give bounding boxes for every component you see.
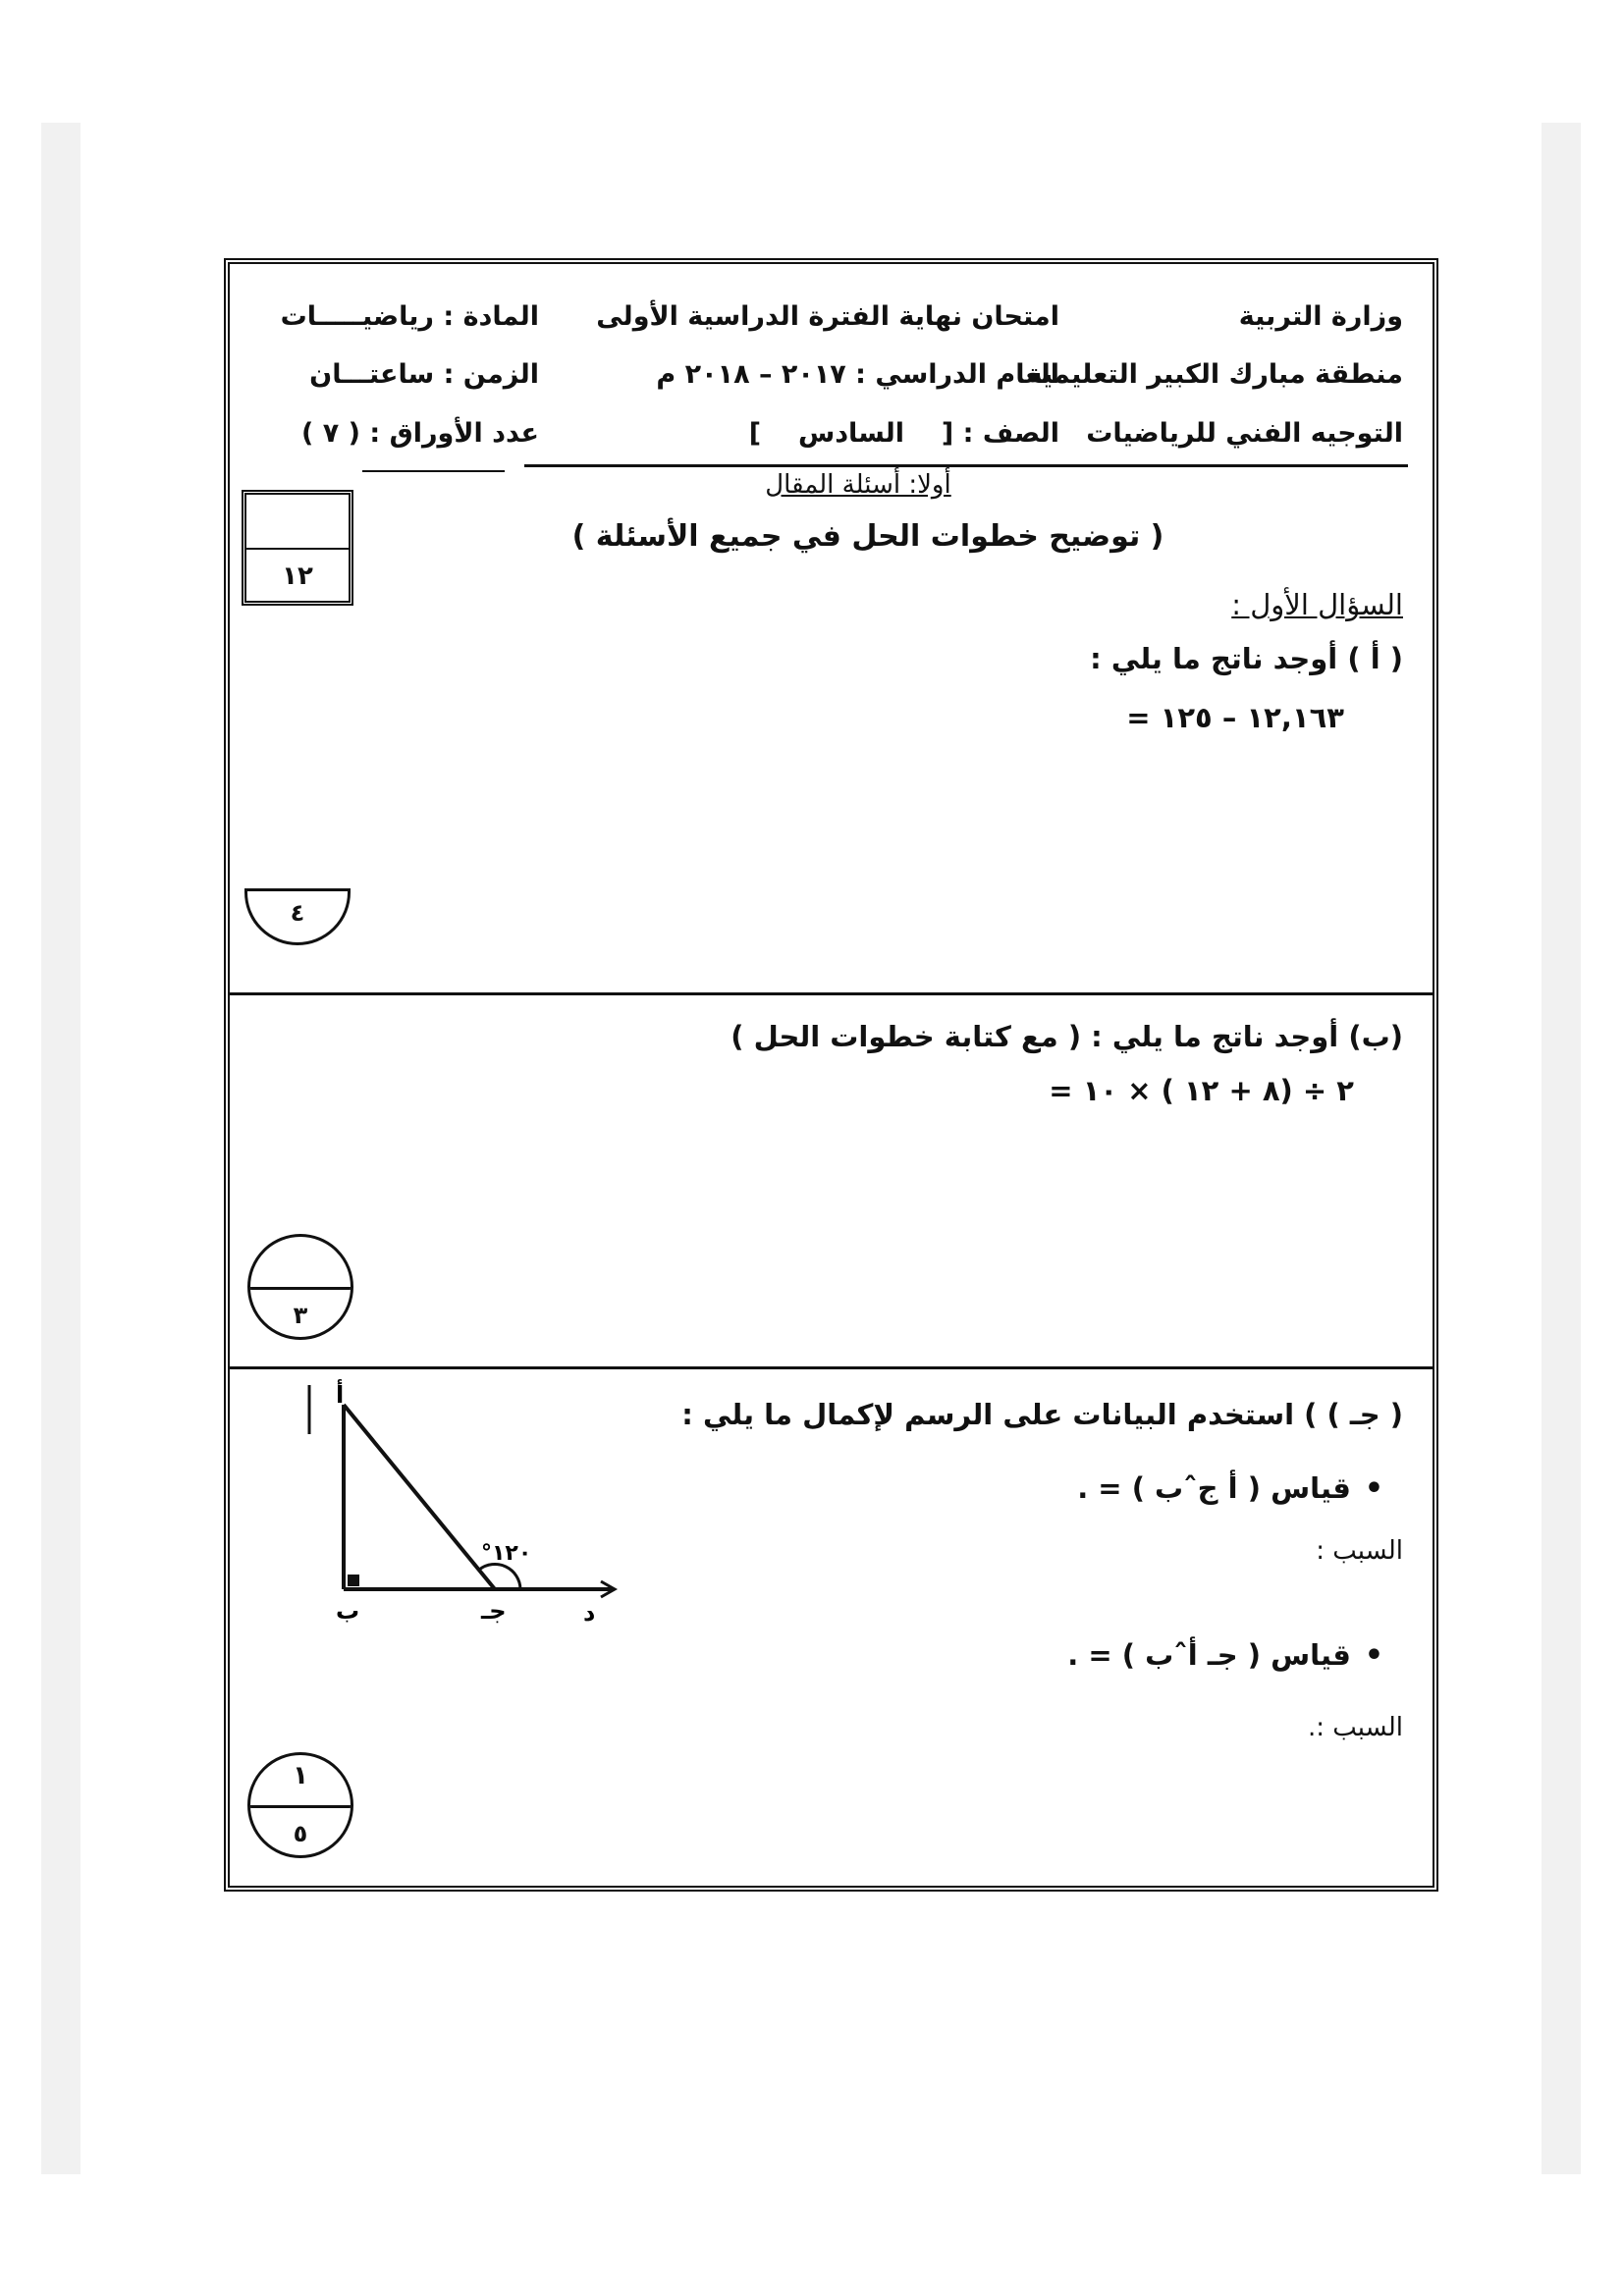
part-b-score-bowl — [247, 1234, 353, 1340]
part-b-divider — [230, 1366, 1433, 1369]
part-c-label: ( جـ ) ) استخدم البيانات على الرسم لإكمال ما يلي : — [681, 1398, 1403, 1431]
vertex-b: ب — [336, 1597, 360, 1625]
ministry-name: وزارة التربية — [1238, 301, 1403, 332]
part-c-item-1: • قياس ( أ جˆب ) = . — [1077, 1471, 1383, 1506]
part-a-score: ٤ — [290, 899, 305, 927]
part-b-score: ٣ — [293, 1302, 308, 1329]
side-ac — [344, 1405, 495, 1589]
exam-time: الزمن : ساعتـــان — [309, 359, 539, 390]
department-name: التوجيه الفني للرياضيات — [1086, 418, 1403, 449]
part-c-score-bottom: ٥ — [293, 1820, 308, 1847]
vertex-d: د — [583, 1599, 596, 1627]
subject: المادة : رياضيـــــات — [280, 301, 539, 332]
header-divider-short — [362, 470, 505, 472]
part-c-item-2: • قياس ( جـ أˆب ) = . — [1067, 1638, 1383, 1673]
page-edge-left — [41, 123, 81, 2174]
total-score: ١٢ — [282, 561, 313, 591]
total-score-box — [242, 490, 353, 606]
right-angle-mark — [348, 1575, 359, 1586]
header-divider — [524, 464, 1408, 467]
part-a-score-bowl — [244, 888, 351, 945]
part-b-expression: = ٢ ÷ (٨ + ١٢ ) × ١٠ — [1049, 1074, 1354, 1107]
academic-year: العام الدراسي : ٢٠١٧ – ٢٠١٨ م — [656, 359, 1059, 390]
exam-title: امتحان نهاية الفترة الدراسية الأولى — [596, 301, 1059, 332]
grade-value: السادس — [797, 418, 905, 449]
part-c-score-bowl — [247, 1752, 353, 1858]
exam-frame — [224, 258, 1438, 1892]
section-instruction: ( توضيح خطوات الحل في جميع الأسئلة ) — [571, 519, 1164, 554]
part-a-label: ( أ ) أوجد ناتج ما يلي : — [1090, 642, 1403, 675]
grade-close: ] — [748, 418, 762, 449]
triangle-figure — [289, 1373, 701, 1638]
vertex-c: جـ — [481, 1597, 507, 1625]
grade-label: الصف : [ — [941, 418, 1059, 449]
part-a-divider — [230, 992, 1433, 995]
grade-line — [749, 418, 1059, 449]
section-title: أولا: أسئلة المقال — [765, 470, 951, 500]
angle-label: °١٢٠ — [481, 1541, 532, 1566]
part-c-reason-2: السبب :. — [1307, 1713, 1403, 1742]
page-edge-right — [1542, 123, 1581, 2174]
part-c-reason-1: السبب : — [1316, 1536, 1403, 1566]
part-b-label: (ب) أوجد ناتج ما يلي : ( مع كتابة خطوات الحل ) — [730, 1020, 1403, 1053]
part-a-expression: = ١٢,١٦٣ – ١٢٥ — [1126, 701, 1344, 734]
region-name: منطقة مبارك الكبير التعليمية — [1026, 359, 1403, 390]
part-c-score-top: ١ — [293, 1761, 308, 1790]
page-count: عدد الأوراق : ( ٧ ) — [301, 418, 539, 449]
vertex-a: أ — [336, 1381, 345, 1409]
question-heading: السؤال الأول : — [1231, 588, 1403, 621]
